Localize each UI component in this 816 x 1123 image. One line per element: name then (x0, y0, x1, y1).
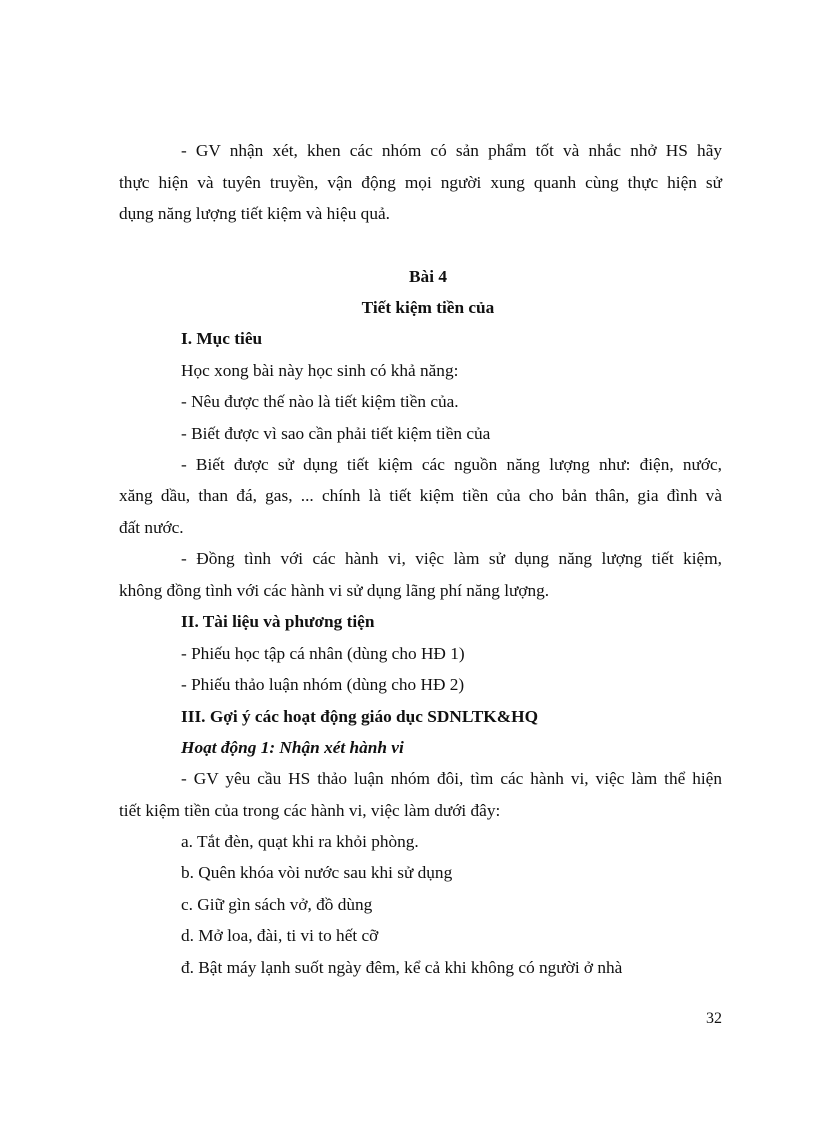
page-number: 32 (706, 1010, 722, 1027)
material-item-2: - Phiếu thảo luận nhóm (dùng cho HĐ 2) (181, 675, 465, 694)
objective-item-2: - Biết được vì sao cần phải tiết kiệm tiền của (181, 424, 491, 443)
objective-item-3-line-1: - Biết được sử dụng tiết kiệm các nguồn năng lượng như: điện, nước, (181, 455, 722, 474)
material-item-1: - Phiếu học tập cá nhân (dùng cho HĐ 1) (181, 644, 465, 663)
activity-option-c: c. Giữ gìn sách vở, đồ dùng (181, 895, 373, 914)
intro-line-1: - GV nhận xét, khen các nhóm có sản phẩm tốt và nhắc nhở HS hãy (181, 141, 722, 160)
activity-option-dd: đ. Bật máy lạnh suốt ngày đêm, kể cả khi không có người ở nhà (181, 958, 623, 977)
objective-item-3-line-2: xăng dầu, than đá, gas, ... chính là tiết kiệm tiền của cho bản thân, gia đình và (119, 486, 722, 505)
lesson-title: Tiết kiệm tiền của (361, 298, 495, 317)
activity-option-b: b. Quên khóa vòi nước sau khi sử dụng (181, 863, 453, 882)
intro-line-2: thực hiện và tuyên truyền, vận động mọi người xung quanh cùng thực hiện sử (119, 173, 722, 192)
lesson-number: Bài 4 (409, 267, 447, 286)
section-3-heading: III. Gợi ý các hoạt động giáo dục SDNLTK&HQ (181, 707, 539, 726)
objective-item-3-line-3: đất nước. (119, 518, 184, 537)
activity-1-instruction-line-1: - GV yêu cầu HS thảo luận nhóm đôi, tìm các hành vi, việc làm thể hiện (181, 769, 722, 788)
section-1-heading: I. Mục tiêu (181, 329, 263, 348)
activity-1-title: Hoạt động 1: Nhận xét hành vi (181, 738, 404, 757)
activity-option-a: a. Tắt đèn, quạt khi ra khỏi phòng. (181, 832, 419, 851)
section-2-heading: II. Tài liệu và phương tiện (181, 612, 375, 631)
intro-line-3: dụng năng lượng tiết kiệm và hiệu quả. (119, 204, 390, 223)
objective-item-1: - Nêu được thế nào là tiết kiệm tiền của. (181, 392, 459, 411)
objective-item-4-line-2: không đồng tình với các hành vi sử dụng lãng phí năng lượng. (119, 581, 550, 600)
section-1-lead: Học xong bài này học sinh có khả năng: (181, 361, 459, 380)
activity-1-instruction-line-2: tiết kiệm tiền của trong các hành vi, việc làm dưới đây: (119, 801, 501, 820)
objective-item-4-line-1: - Đồng tình với các hành vi, việc làm sử dụng năng lượng tiết kiệm, (181, 549, 722, 568)
activity-option-d: d. Mở loa, đài, ti vi to hết cỡ (181, 926, 379, 945)
